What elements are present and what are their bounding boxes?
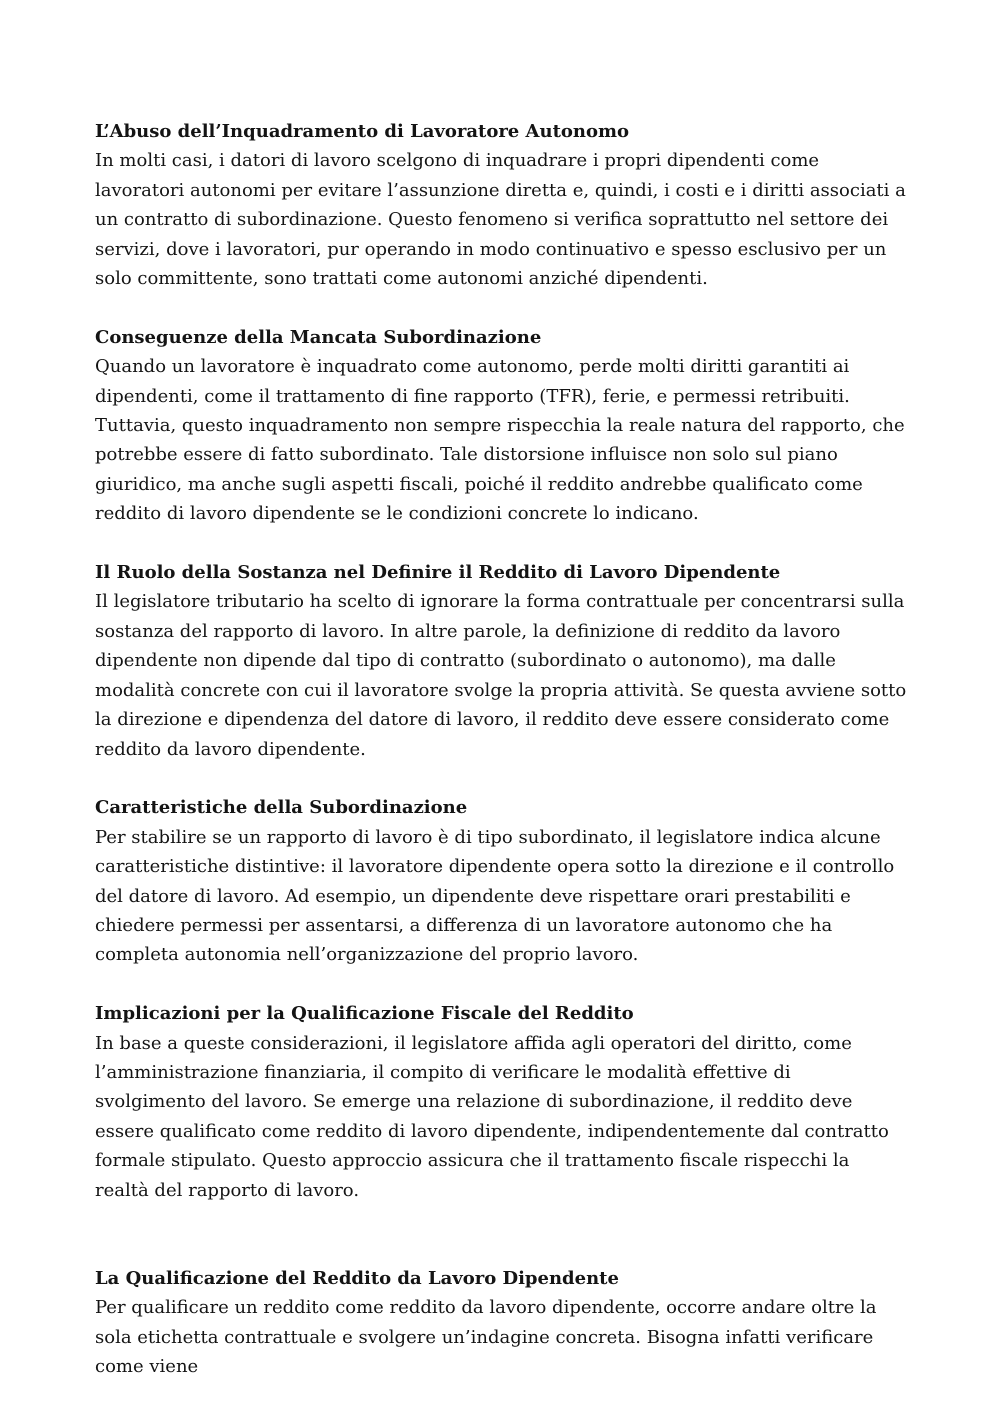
section-caratteristiche [95,793,907,969]
section-heading: La Qualificazione del Reddito da Lavoro Dipendente [95,1267,619,1289]
section-ruolo-sostanza [95,558,907,764]
section-paragraph: Per qualificare un reddito come reddito da lavoro dipendente, occorre andare oltre la sola etichetta contrattuale e svolgere un’indagine concreta. Bisogna infatti verificare come viene [95,1297,877,1377]
section-paragraph: Per stabilire se un rapporto di lavoro è di tipo subordinato, il legislatore indica alcune caratteristiche distintive: il lavoratore dipendente opera sotto la direzione e il controllo del datore di lavoro. Ad esempio, un dipendente deve rispettare orari prestabiliti e chiedere permessi per assentarsi, a differenza di un lavoratore autonomo che ha completa autonomia nell’organizzazione del proprio lavoro. [95,826,895,966]
section-heading: L’Abuso dell’Inquadramento di Lavoratore Autonomo [95,121,630,142]
section-paragraph: Quando un lavoratore è inquadrato come autonomo, perde molti diritti garantiti ai dipendenti, come il trattamento di fine rapporto (TFR), ferie, e permessi retribuiti. Tuttavia, questo inquadramento non sempre rispecchia la reale natura del rapporto, che potrebbe essere di fatto subordinato. Tale distorsione influisce non solo sul piano giuridico, ma anche sugli aspetti fiscali, poiché il reddito andrebbe qualificato come reddito di lavoro dipendente se le condizioni concrete lo indicano. [95,356,905,525]
section-paragraph: In molti casi, i datori di lavoro scelgono di inquadrare i propri dipendenti come lavoratori autonomi per evitare l’assunzione diretta e, quindi, i costi e i diritti associati a un contratto di subordinazione. Questo fenomeno si verifica soprattutto nel settore dei servizi, dove i lavoratori, pur operando in modo continuativo e spesso esclusivo per un solo committente, sono trattati come autonomi anziché dipendenti. [95,150,906,290]
section-conseguenze [95,323,907,529]
document-page [95,117,907,1411]
section-heading: Caratteristiche della Subordinazione [95,797,468,819]
section-heading: Il Ruolo della Sostanza nel Definire il Reddito di Lavoro Dipendente [95,562,781,584]
section-implicazioni [95,999,907,1205]
section-paragraph: Il legislatore tributario ha scelto di ignorare la forma contrattuale per concentrarsi sulla sostanza del rapporto di lavoro. In altre parole, la definizione di reddito da lavoro dipendente non dipende dal tipo di contratto (subordinato o autonomo), ma dalle modalità concrete con cui il lavoratore svolge la propria attività. Se questa avviene sotto la direzione e dipendenza del datore di lavoro, il reddito deve essere considerato come reddito da lavoro dipendente. [95,591,907,760]
section-paragraph: In base a queste considerazioni, il legislatore affida agli operatori del diritto, come l’amministrazione finanziaria, il compito di verificare le modalità effettive di svolgimento del lavoro. Se emerge una relazione di subordinazione, il reddito deve essere qualificato come reddito di lavoro dipendente, indipendentemente dal contratto formale stipulato. Questo approccio assicura che il trattamento fiscale rispecchi la realtà del rapporto di lavoro. [95,1032,889,1201]
section-abuso-inquadramento [95,117,907,293]
section-qualificazione [95,1264,907,1382]
section-heading: Implicazioni per la Qualificazione Fiscale del Reddito [95,1003,634,1025]
section-heading: Conseguenze della Mancata Subordinazione [95,326,542,348]
